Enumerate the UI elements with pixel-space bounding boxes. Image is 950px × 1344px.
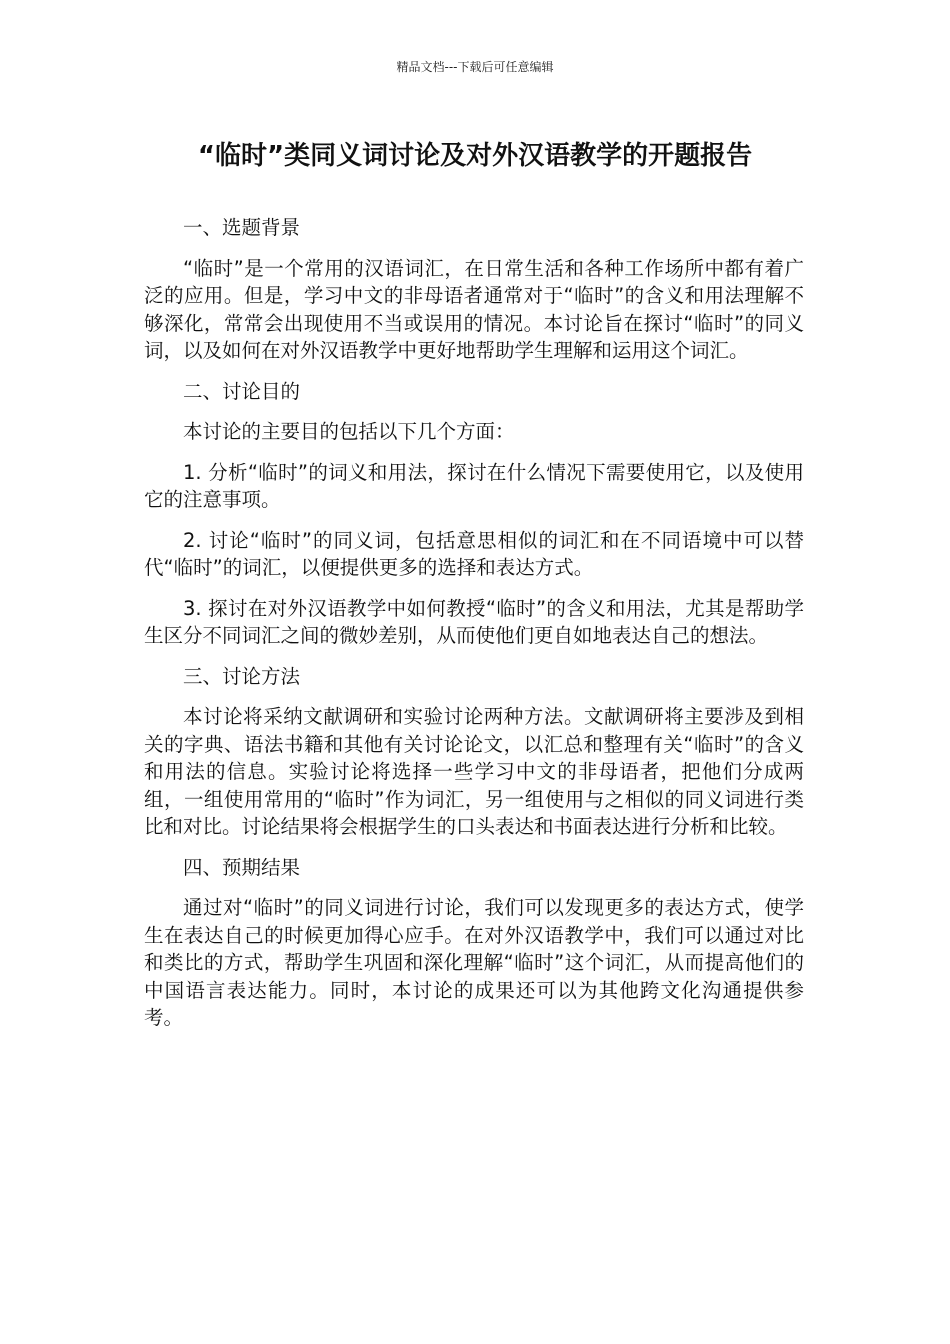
paragraph-background: “临时”是一个常用的汉语词汇，在日常生活和各种工作场所中都有着广泛的应用。但是，学习中文的非母语者通常对于“临时”的含义和用法理解不够深化，常常会出现使用不当或误用的情况。本讨论旨在探讨“临时”的同义词，以及如何在对外汉语教学中更好地帮助学生理解和运用这个词汇。 [144,256,804,362]
list-item-purpose-1: 1. 分析“临时”的词义和用法，探讨在什么情况下需要使用它，以及使用它的注意事项。 [144,460,804,511]
section-heading-method: 三、讨论方法 [183,664,301,688]
document-body [144,214,804,1045]
list-item-purpose-3: 3. 探讨在对外汉语教学中如何教授“临时”的含义和用法，尤其是帮助学生区分不同词汇之间的微妙差别，从而使他们更自如地表达自己的想法。 [144,596,804,647]
list-item-purpose-2: 2. 讨论“临时”的同义词，包括意思相似的词汇和在不同语境中可以替代“临时”的词汇，以便提供更多的选择和表达方式。 [144,528,804,579]
paragraph-purpose-intro: 本讨论的主要目的包括以下几个方面： [183,420,515,443]
section-heading-background: 一、选题背景 [183,216,301,239]
section-heading-purpose: 二、讨论目的 [183,379,301,403]
document-title: “临时”类同义词讨论及对外汉语教学的开题报告 [197,141,753,171]
paragraph-method: 本讨论将采纳文献调研和实验讨论两种方法。文献调研将主要涉及到相关的字典、语法书籍和其他有关讨论论文，以汇总和整理有关“临时”的含义和用法的信息。实验讨论将选择一些学习中文的非母语者，把他们分成两组，一组使用常用的“临时”作为词汇，另一组使用与之相似的同义词进行类比和对比。讨论结果将会根据学生的口头表达和书面表达进行分析和比较。 [144,705,804,838]
section-heading-expected-results: 四、预期结果 [183,855,301,879]
paragraph-expected-results: 通过对“临时”的同义词进行讨论，我们可以发现更多的表达方式，使学生在表达自己的时候更加得心应手。在对外汉语教学中，我们可以通过对比和类比的方式，帮助学生巩固和深化理解“临时”这个词汇，从而提高他们的中国语言表达能力。同时，本讨论的成果还可以为其他跨文化沟通提供参考。 [144,896,804,1029]
header-note: 精品文档---下载后可任意编辑 [396,60,554,74]
